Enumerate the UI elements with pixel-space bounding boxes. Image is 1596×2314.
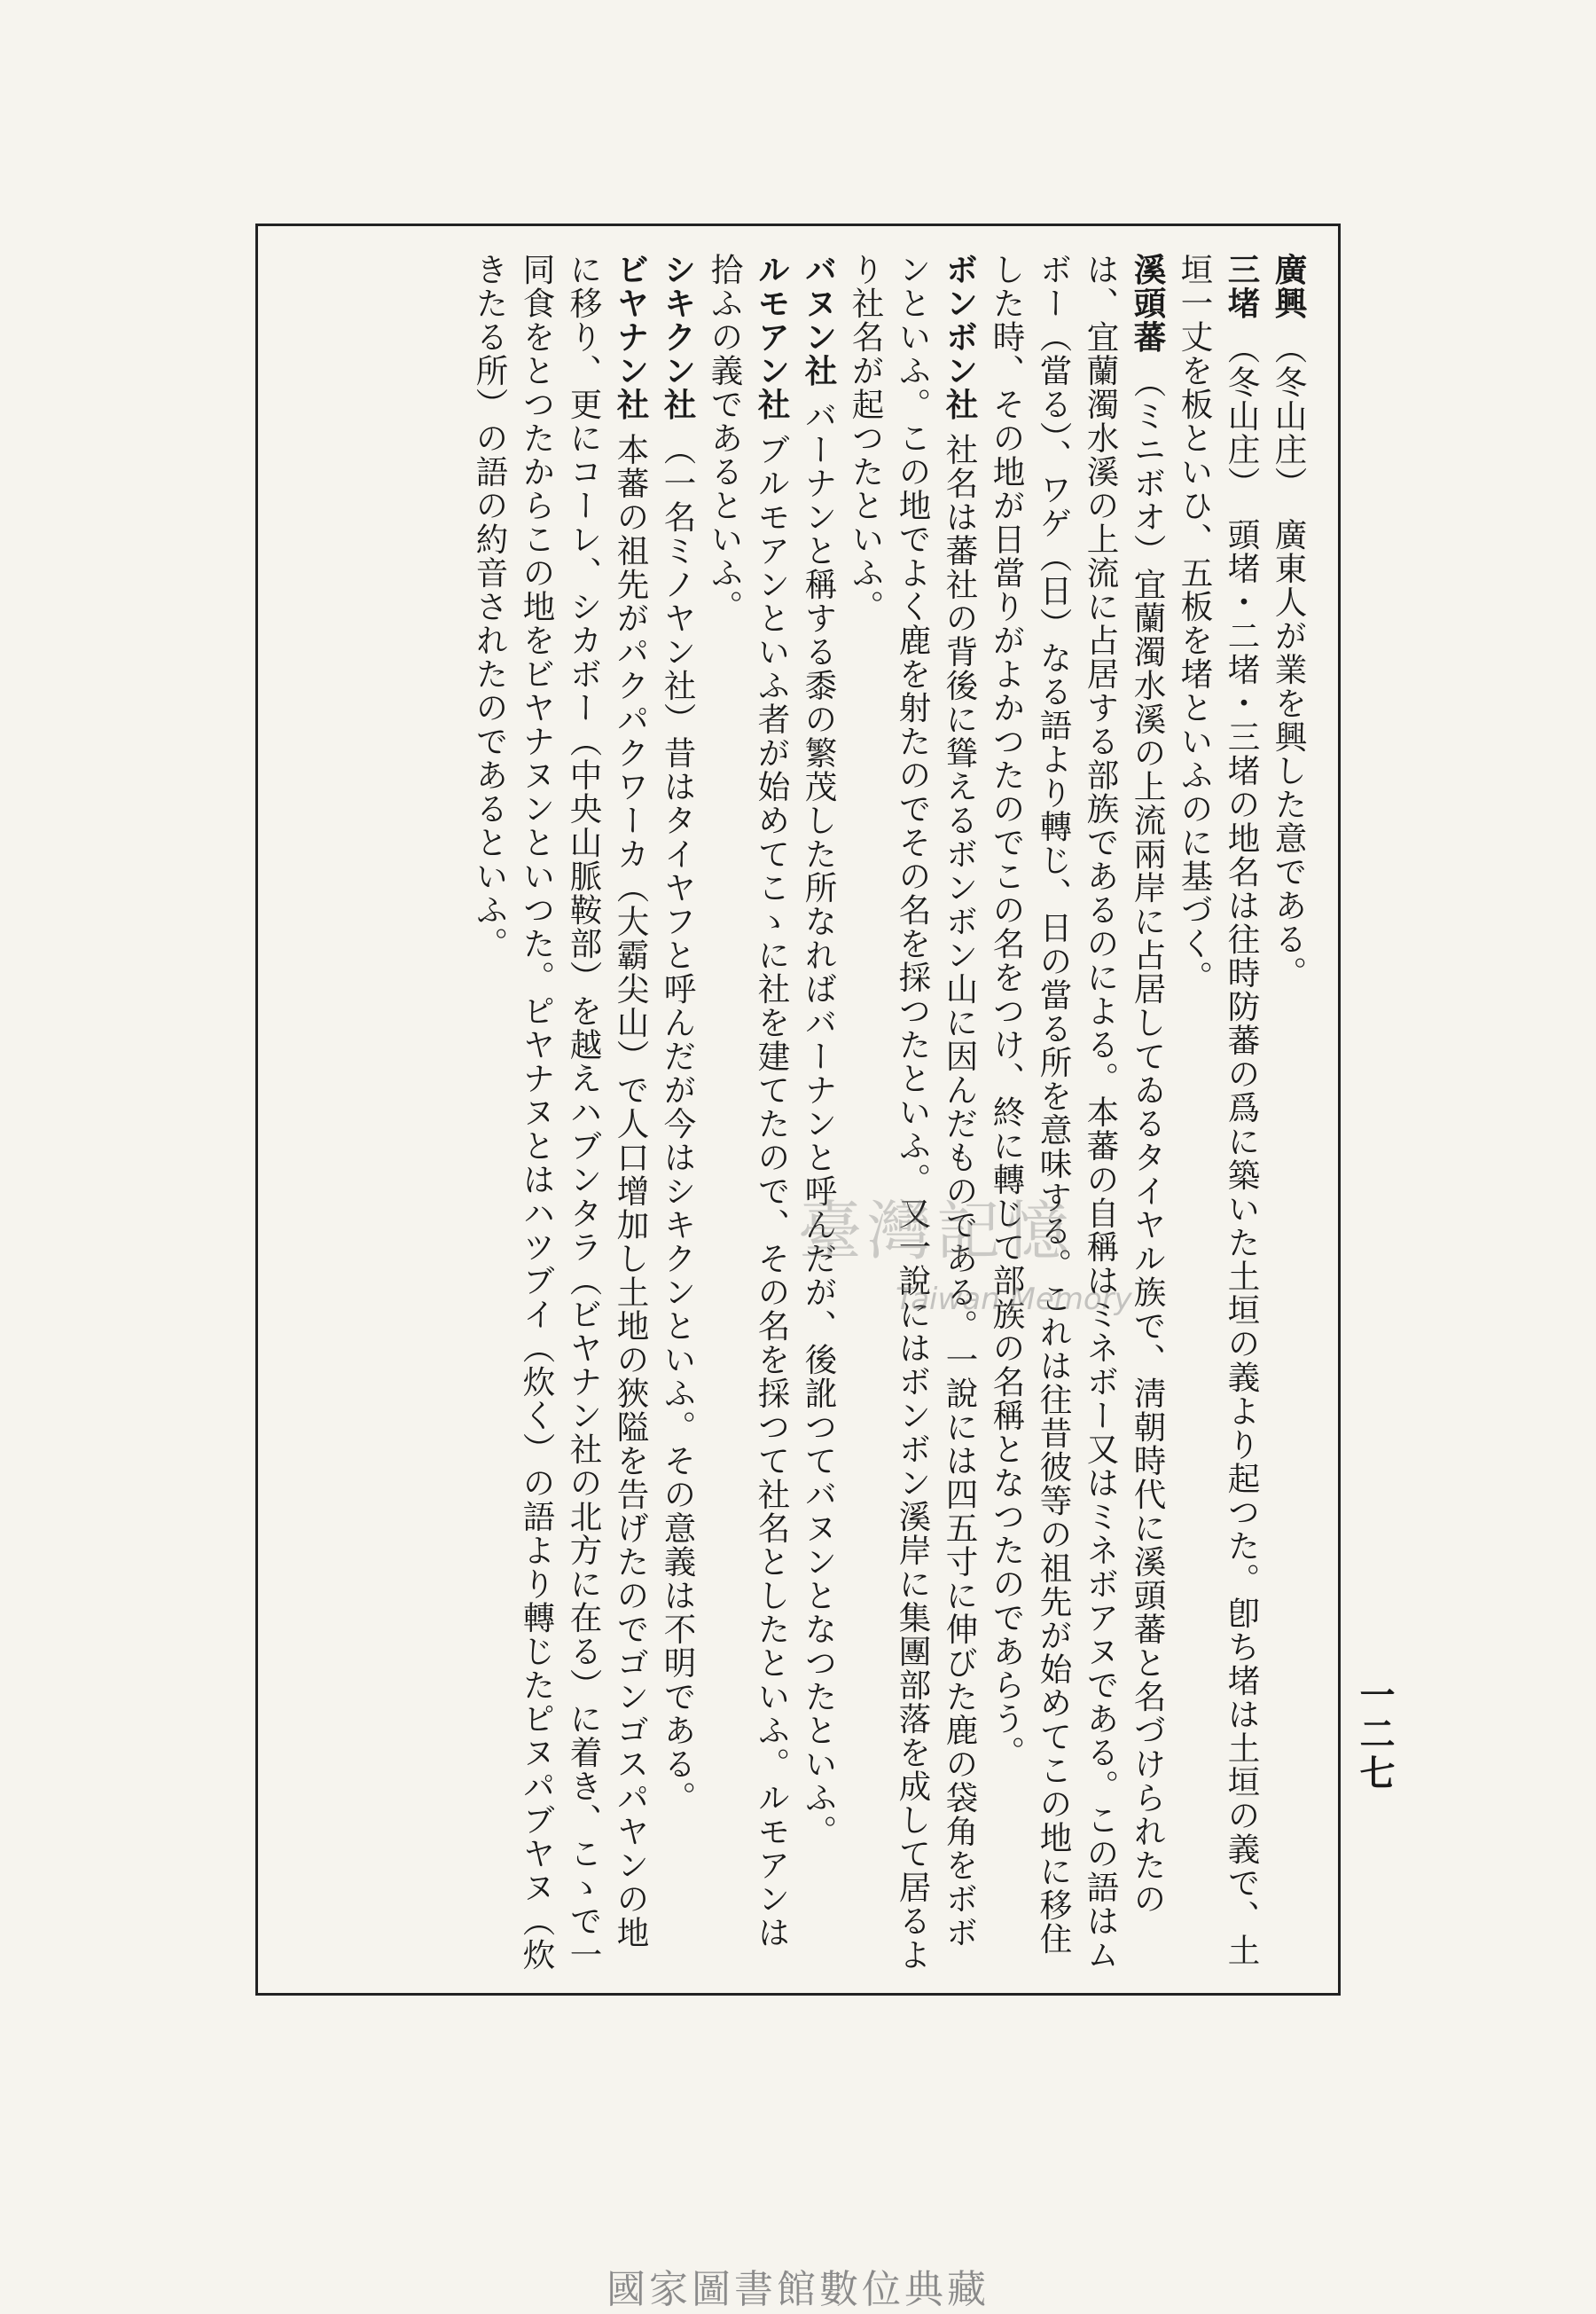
- entry-text: 社名は蕃社の背後に聳えるボンボン山に因んだものである。一說には四五寸に伸びた鹿の袋角をボボンといふ。この地でよく鹿を射たのでその名を採つたといふ。又一說にはボンボン溪岸に集團部落を成して居るより社名が起つたといふ。: [847, 253, 979, 1972]
- entry-santo: [1171, 253, 1265, 1978]
- entry-text: バーナンと稱する黍の繁茂した所なればバーナンと呼んだが、後訛つてバヌンとなつたといふ。: [800, 399, 838, 1849]
- archive-footer: 國家圖書館數位典藏: [606, 2267, 990, 2312]
- entry-biyanan: [466, 253, 654, 1978]
- watermark-logo: 臺灣記憶: [798, 1194, 1076, 1268]
- entry-term: ボンボン社: [941, 253, 979, 421]
- entry-text: （ミニボオ）宜蘭濁水溪の上流兩岸に占居してゐるタイヤル族で、淸朝時代に溪頭蕃と名づけられたのは、宜蘭濁水溪の上流に占居する部族であるのによる。本蕃の自稱はミネボー又はミネボアヌである。この語はムボー（當る）、ワゲ（日）なる語より轉じ、日の當る所を意味する。これは往昔彼等の祖先が始めてこの地に移住した時、その地が日當りがよかつたのでこの名をつけ、終に轉じて部族の名稱となつたのであらう。: [988, 253, 1167, 1972]
- entry-keitoban: [983, 253, 1171, 1978]
- entry-term: 溪頭蕃: [1129, 253, 1167, 354]
- entry-term: ビヤナン社: [612, 253, 650, 421]
- entry-term: 廣興: [1270, 253, 1308, 320]
- entry-rumoan: [701, 253, 795, 1978]
- entry-term: シキクン社: [659, 253, 697, 421]
- entry-text: （冬山庄） 頭堵・二堵・三堵の地名は往時防蕃の爲に築いた土垣の義より起つた。卽ち堵は土垣の義で、土垣一丈を板といひ、五板を堵といふのに基づく。: [1176, 253, 1261, 1967]
- entry-kouko: [1265, 253, 1312, 1978]
- entry-banun: [795, 253, 842, 1978]
- entry-text: （冬山庄） 廣東人が業を興した意である。: [1270, 332, 1308, 990]
- text-body: [279, 253, 1312, 1978]
- watermark-subtitle: Taiwan Memory: [896, 1282, 1132, 1317]
- entry-text: （一名ミノヤン社）昔はタイヤフと呼んだが今はシキクンといふ。その意義は不明である。: [659, 433, 697, 1816]
- page-number: 一二七: [1354, 1676, 1396, 1793]
- entry-bonbon: [842, 253, 983, 1978]
- entry-term: バヌン社: [800, 253, 838, 388]
- entry-text: ブルモアンといふ者が始めてこゝに社を建てたので、その名を採つて社名としたといふ。ルモアンは拾ふの義であるといふ。: [706, 253, 791, 1950]
- entry-term: 三堵: [1223, 253, 1261, 320]
- entry-text: 本蕃の祖先がパクパクワーカ（大霸尖山）で人口增加し土地の狹隘を告げたのでゴンゴスパヤンの地に移り、更にコーレ、シカボー（中央山脈鞍部）を越えハブンタラ（ビヤナン社の北方に在る）に着き、こゝで一同食をとつたからこの地をビヤナヌンといつた。ピヤナヌとはハツブイ（炊く）の語より轉じたピヌパブヤヌ（炊きたる所）の語の約音されたのであるといふ。: [471, 253, 650, 1972]
- entry-shikikun: [654, 253, 701, 1978]
- entry-term: ルモアン社: [753, 253, 791, 421]
